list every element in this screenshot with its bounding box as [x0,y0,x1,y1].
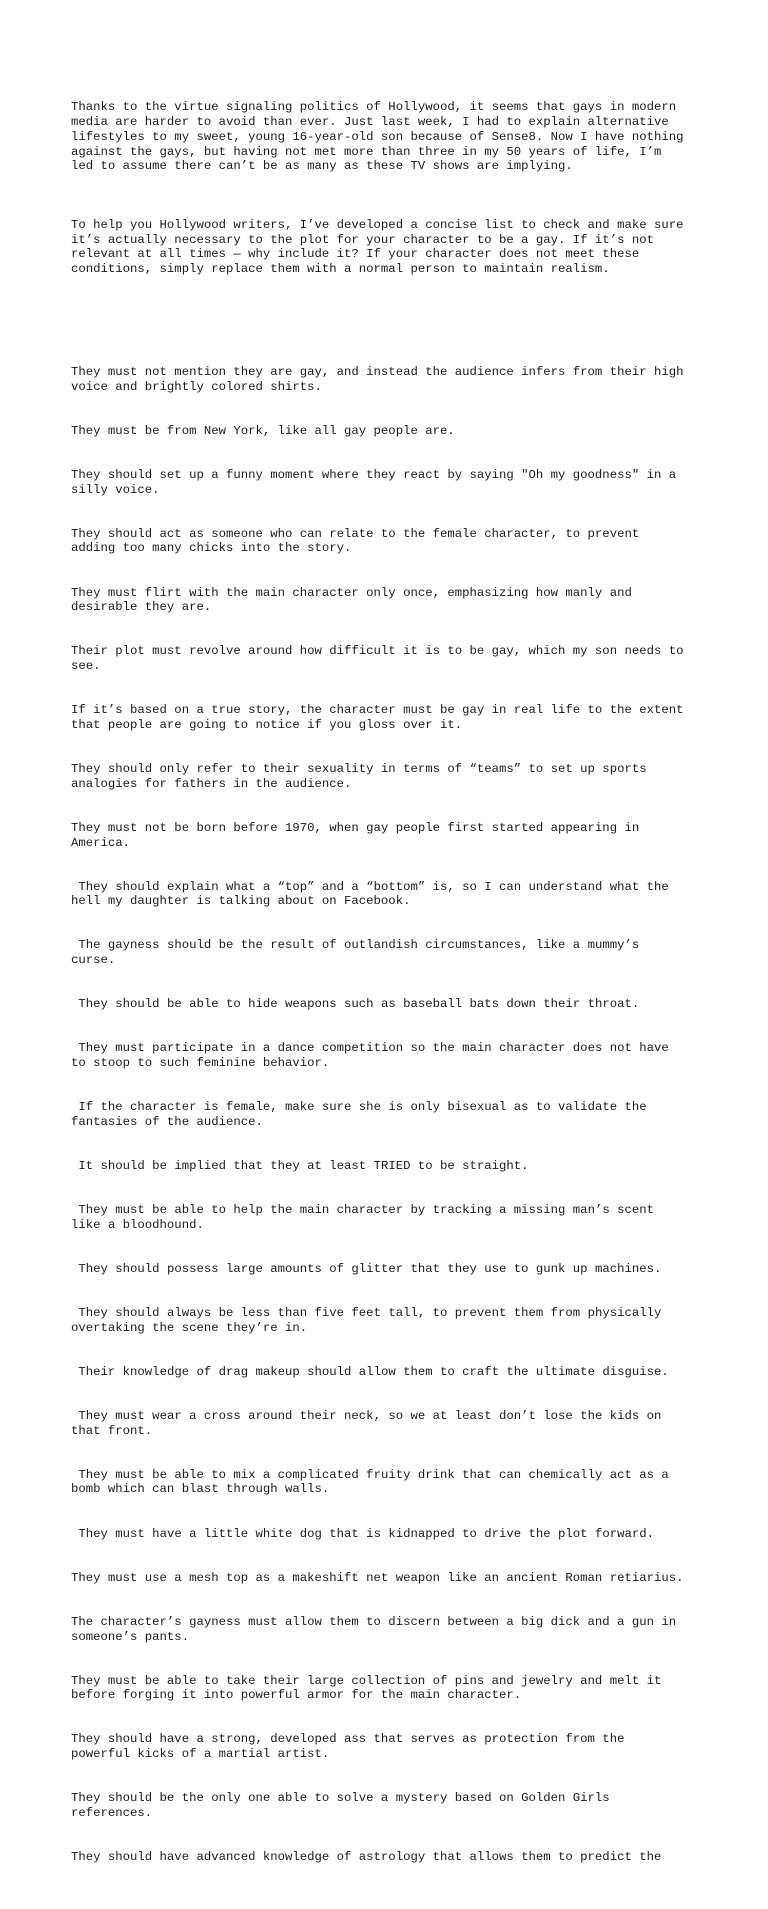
list-item: Their knowledge of drag makeup should allow them to craft the ultimate disguise. [71,1364,669,1379]
list-item: They must be able to take their large collection of pins and jewelry and melt it before forging it into powerful armor for the main character. [71,1673,662,1703]
list-item: They must be able to mix a complicated fruity drink that can chemically act as a bomb which can blast through walls. [71,1467,669,1497]
list-item: Their plot must revolve around how difficult it is to be gay, which my son needs to see. [71,644,684,674]
conditions-list [71,336,711,1895]
list-item: They must be able to help the main character by tracking a missing man’s scent like a bloodhound. [71,1203,654,1232]
list-item: They must not be born before 1970, when gay people first started appearing in America. [71,820,640,850]
list-item: It should be implied that they at least TRIED to be straight. [71,1159,529,1173]
list-item: They should explain what a “top” and a “bottom” is, so I can understand what the hell my daughter is talking about on Facebook. [71,879,669,909]
list-item: They should act as someone who can relate to the female character, to prevent adding too many chicks into the story. [71,526,640,556]
list-item: They must be from New York, like all gay people are. [71,423,455,438]
document-page [71,71,711,1909]
list-item: If it’s based on a true story, the character must be gay in real life to the extent that people are going to notice if you gloss over it. [71,703,684,732]
list-item: They should have advanced knowledge of astrology that allows them to predict the [71,1850,662,1865]
list-item: They should be the only one able to solve a mystery based on Golden Girls references. [71,1791,610,1820]
list-item: They should only refer to their sexuality in terms of “teams” to set up sports analogies for fathers in the audience. [71,762,647,791]
intro-paragraph-2: To help you Hollywood writers, I’ve developed a concise list to check and make sure it’s actually necessary to the plot for your character to be a gay. If it’s not relevant at all times — why include it? If your character does not meet these conditions, simply replace them with a normal person to maintain realism. [71,218,684,277]
intro-paragraph-1: Thanks to the virtue signaling politics of Hollywood, it seems that gays in modern media are harder to avoid than ever. Just last week, I had to explain alternative lifestyles to my sweet, young 16-year-old son because of Sense8. Now I have nothing against the gays, but having not met more than three in my 50 years of life, I’m led to assume there can’t be as many as these TV shows are implying. [71,100,684,174]
list-item: They must wear a cross around their neck, so we at least don’t lose the kids on that front. [71,1408,662,1438]
list-item: They must participate in a dance competition so the main character does not have to stoop to such feminine behavior. [71,1041,669,1071]
list-item: They should be able to hide weapons such as baseball bats down their throat. [71,997,640,1012]
list-item: They must use a mesh top as a makeshift net weapon like an ancient Roman retiarius. [71,1570,684,1585]
list-item: They should always be less than five feet tall, to prevent them from physically overtaking the scene they’re in. [71,1306,662,1335]
list-item: They must flirt with the main character only once, emphasizing how manly and desirable they are. [71,585,632,615]
list-item: The character’s gayness must allow them to discern between a big dick and a gun in someone’s pants. [71,1614,677,1644]
list-item: If the character is female, make sure she is only bisexual as to validate the fantasies of the audience. [71,1100,647,1129]
list-item: The gayness should be the result of outlandish circumstances, like a mummy’s curse. [71,938,640,968]
list-item: They must have a little white dog that is kidnapped to drive the plot forward. [71,1526,654,1541]
list-item: They should have a strong, developed ass that serves as protection from the powerful kicks of a martial artist. [71,1732,625,1762]
list-item: They should possess large amounts of glitter that they use to gunk up machines. [71,1261,662,1276]
list-item: They should set up a funny moment where they react by saying "Oh my goodness" in a silly voice. [71,467,677,497]
list-item: They must not mention they are gay, and instead the audience infers from their high voice and brightly colored shirts. [71,365,684,394]
